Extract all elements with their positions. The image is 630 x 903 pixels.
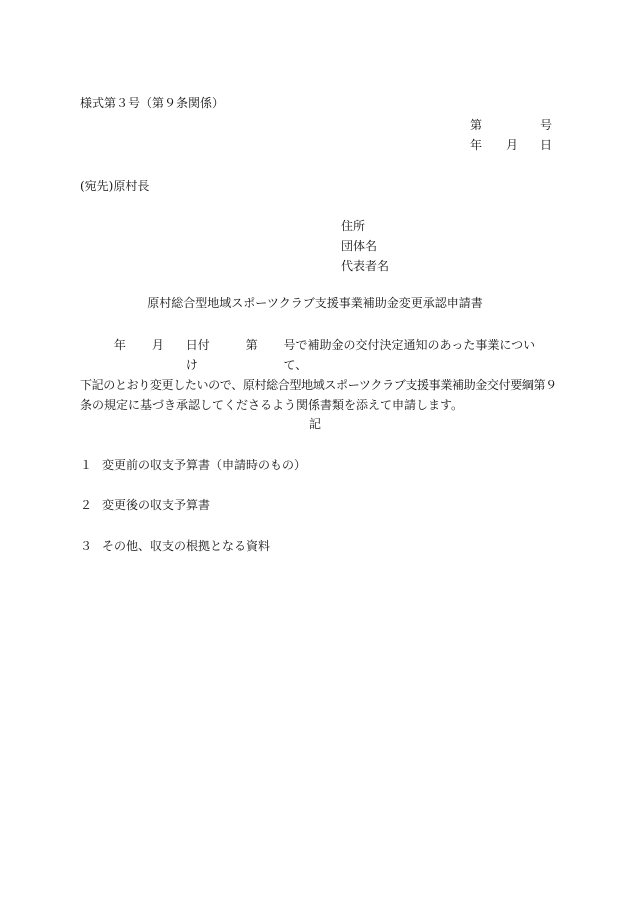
attachment-item (80, 538, 270, 554)
attachment-text: 変更後の収支予算書 (102, 498, 211, 512)
body-number-prefix: 第 (245, 338, 258, 352)
attachment-item (80, 497, 210, 513)
attachment-text: その他、収支の根拠となる資料 (102, 539, 271, 553)
body-line-1 (80, 335, 558, 375)
number-suffix: 号 (539, 118, 552, 132)
body-line-1-rest: 号で補助金の交付決定通知のあった事業について、 (283, 338, 536, 372)
body-paragraph (80, 335, 558, 415)
number-prefix: 第 (470, 118, 483, 132)
attachment-number: １ (80, 458, 93, 472)
attachment-number: ３ (80, 539, 93, 553)
document-title: 原村総合型地域スポーツクラブ支援事業補助金変更承認申請書 (147, 296, 483, 310)
ki-mark: 記 (308, 417, 321, 431)
month-label: 月 (506, 138, 519, 152)
organization-label: 団体名 (341, 239, 378, 253)
attachment-text: 変更前の収支予算書（申請時のもの） (102, 458, 307, 472)
body-line-2: 下記のとおり変更したいので、原村総合型地域スポーツクラブ支援事業補助金交付要綱第９ (80, 378, 557, 392)
attachment-number: ２ (80, 498, 93, 512)
body-year: 年 (113, 338, 126, 352)
body-month: 月 (151, 338, 164, 352)
body-line-3: 条の規定に基づき承認してくださるよう関係書類を添えて申請します。 (80, 398, 464, 412)
form-number: 様式第３号（第９条関係） (80, 96, 225, 110)
body-date: 日付け (185, 338, 210, 372)
addressee: (宛先)原村長 (80, 179, 150, 193)
attachment-item (80, 457, 306, 473)
day-label: 日 (539, 138, 552, 152)
applicant-block (341, 218, 389, 278)
representative-label: 代表者名 (341, 259, 390, 273)
year-label: 年 (470, 138, 483, 152)
address-label: 住所 (341, 219, 366, 233)
